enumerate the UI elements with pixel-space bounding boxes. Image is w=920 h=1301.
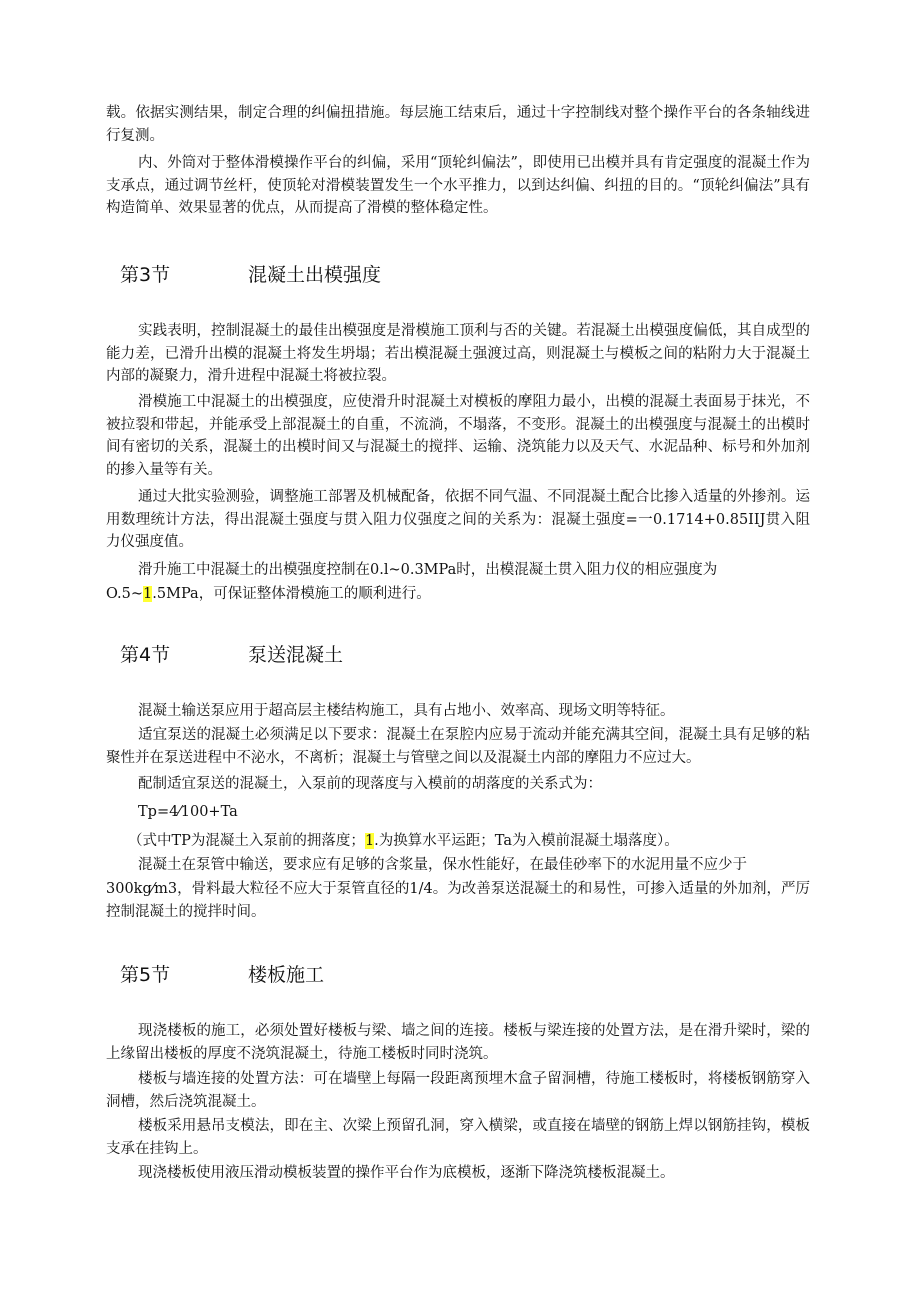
section-4-heading [120, 642, 343, 668]
text-span: .5MPa，可保证整体滑模施工的顺利进行。 [152, 586, 431, 602]
paragraph-line: 混凝土在泵管中输送，要求应有足够的含浆量，保水性能好，在最佳砂率下的水泥用量不应少于 [138, 857, 747, 873]
paragraph: 楼板与墙连接的处置方法：可在墙壁上每隔一段距离预埋木盒子留洞槽，待施工楼板时，将楼板钢筋穿入洞槽，然后浇筑混凝土。 [106, 1071, 810, 1110]
paragraph: 配制适宜泵送的混凝土，入泵前的现落度与入模前的胡落度的关系式为： [138, 776, 602, 792]
paragraph-jacking-wheel-correction: 内、外筒对于整体滑模操作平台的纠偏，采用“顶轮纠偏法”，即使用已出模并具有肯定强度的混凝土作为支承点，通过调节丝杆，使顶轮对滑模装置发生一个水平推力，以到达纠偏、纠扭的目的。“顶轮纠偏法”具有构造简单、效果显著的优点，从而提高了滑模的整体稳定性。 [106, 155, 810, 217]
section-5-title: 楼板施工 [248, 964, 325, 986]
section-4-number: 第4节 [120, 644, 171, 666]
paragraph: 混凝土输送泵应用于超高层主楼结构施工，具有占地小、效率高、现场文明等特征。 [138, 703, 675, 719]
section-5-number: 第5节 [120, 964, 171, 986]
section-3-title: 混凝土出模强度 [248, 264, 382, 286]
paragraph: 通过大批实验测验，调整施工部署及机械配备，依据不同气温、不同混凝土配合比掺入适量的外掺剂。运用数理统计方法，得出混凝土强度与贯入阻力仪强度之间的关系为：混凝土强度=一0.1714+0.85IIJ贯入阻力仪强度值。 [106, 489, 810, 551]
paragraph: 现浇楼板的施工，必须处置好楼板与梁、墙之间的连接。楼板与梁连接的处置方法，是在滑升梁时，梁的上缘留出楼板的厚度不浇筑混凝土，待施工楼板时同时浇筑。 [106, 1023, 810, 1062]
paragraph: 楼板采用悬吊支模法，即在主、次梁上预留孔洞，穿入横梁，或直接在墙壁的钢筋上焊以钢筋挂钩，模板支承在挂钩上。 [106, 1118, 810, 1157]
text-span: .为换算水平运距；Ta为入模前混凝土塌落度）。 [374, 833, 679, 849]
section-3-heading [120, 262, 381, 288]
text-span: （式中TP为混凝土入泵前的拥落度； [128, 833, 365, 849]
paragraph: 300kg⁄m3，骨料最大粒径不应大于泵管直径的1/4。为改善泵送混凝土的和易性，可掺入适量的外加剂，严厉控制混凝土的搅拌时间。 [106, 881, 810, 920]
formula: Tp=4⁄100+Ta [138, 804, 238, 820]
section-3-number: 第3节 [120, 264, 171, 286]
paragraph-line [106, 583, 826, 606]
section-4-title: 泵送混凝土 [248, 644, 344, 666]
paragraph: 适宜泵送的混凝土必须满足以下要求：混凝土在泵腔内应易于流动并能充满其空间，混凝土具有足够的粘聚性并在泵送进程中不泌水，不离析；混凝土与管壁之间以及混凝土内部的摩阻力不应过大。 [106, 727, 810, 766]
highlighted-text: 1 [143, 586, 153, 602]
section-5-heading [120, 962, 324, 988]
paragraph: 现浇楼板使用液压滑动模板装置的操作平台作为底模板，逐渐下降浇筑楼板混凝土。 [138, 1165, 675, 1181]
paragraph-line: 滑升施工中混凝土的出模强度控制在0.l~0.3MPa时，出模混凝土贯入阻力仪的相应强度为 [138, 562, 718, 578]
formula-note [128, 830, 848, 853]
paragraph: 实践表明，控制混凝土的最佳出模强度是滑模施工顶利与否的关键。若混凝土出模强度偏低，其自成型的能力差，已滑升出模的混凝土将发生坍塌；若出模混凝土强渡过高，则混凝土与模板之间的粘附力大于混凝土内部的凝聚力，滑升进程中混凝土将被拉裂。 [106, 323, 810, 385]
highlighted-text: 1 [364, 833, 375, 849]
paragraph-continuation: 载。依据实测结果，制定合理的纠偏扭措施。每层施工结束后，通过十字控制线对整个操作平台的各条轴线进行复测。 [106, 105, 810, 144]
text-span: O.5~ [106, 586, 144, 602]
paragraph: 滑模施工中混凝土的出模强度，应使滑升时混凝土对模板的摩阻力最小，出模的混凝土表面易于抹光，不被拉裂和带起，并能承受上部混凝土的自重，不流淌，不塌落，不变形。混凝土的出模强度与混凝土的出模时间有密切的关系，混凝土的出模时间又与混凝土的搅拌、运输、浇筑能力以及天气、水泥品种、标号和外加剂的掺入量等有关。 [106, 394, 810, 478]
